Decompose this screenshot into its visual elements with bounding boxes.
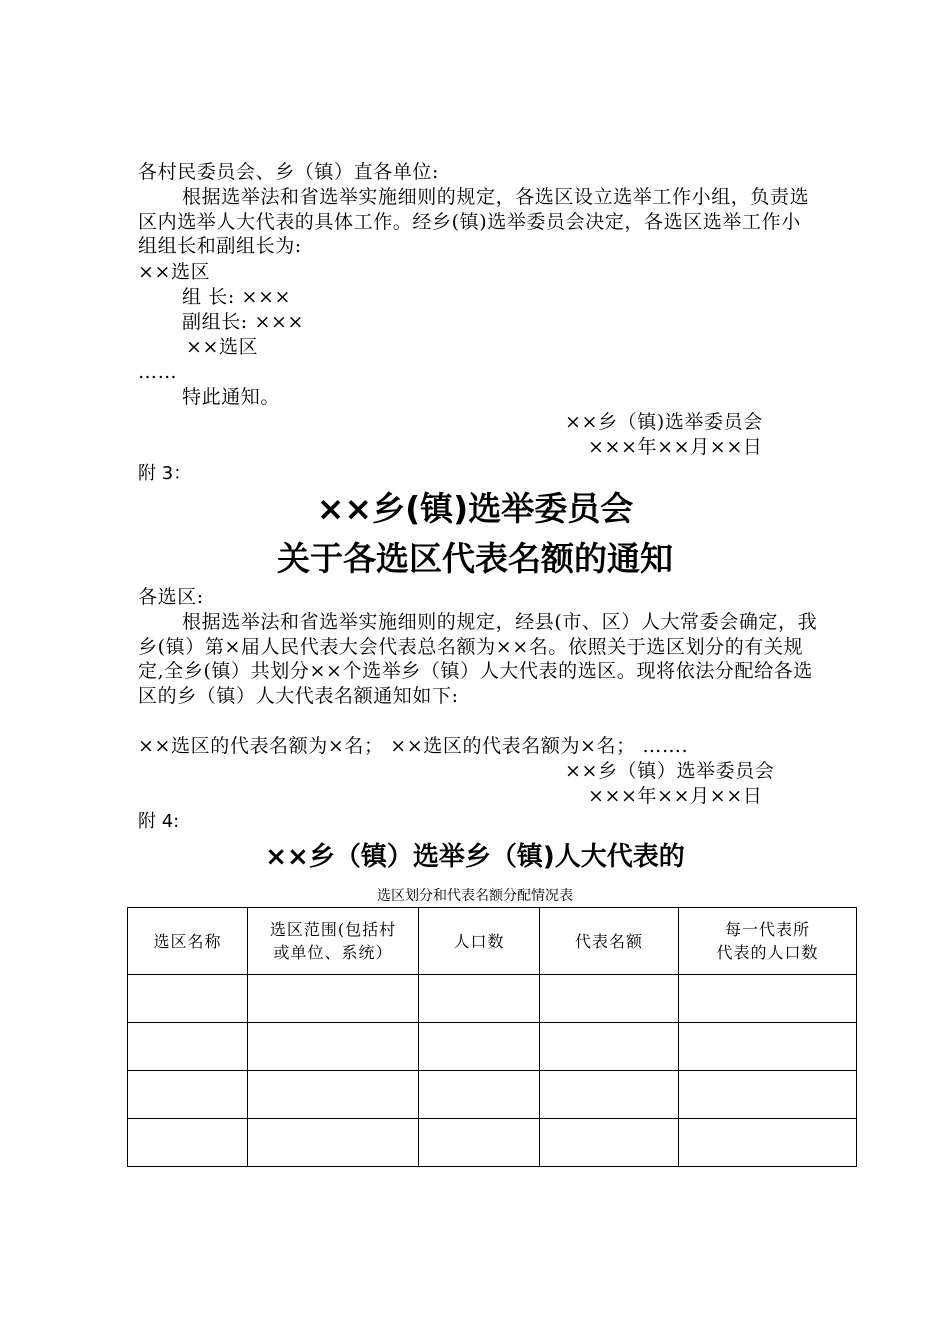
table-cell [679,1023,857,1071]
table-cell [128,1071,248,1119]
table-cell [540,1119,679,1167]
table-cell [248,1023,419,1071]
table-cell [128,1023,248,1071]
table-row [128,975,857,1023]
table-cell [679,975,857,1023]
table-cell [248,1071,419,1119]
attachment3-paragraph: 根据选举法和省选举实施细则的规定，经县(市、区）人大常委会确定，我乡(镇）第×届人民代表大会代表总名额为××名。依照关于选区划分的有关规定,全乡(镇）共划分××个选举乡（镇）人大代表的选区。现将依法分配给各选区的乡（镇）人大代表名额通知如下: [138,611,818,707]
attachment3-salutation: 各选区: [138,586,204,608]
notice1-ellipsis: …… [138,361,178,383]
notice1-sign-date: ×××年××月××日 [588,436,763,458]
table-cell [128,1119,248,1167]
attachment3-label: 附 3： [138,463,192,484]
table-row [128,1023,857,1071]
table-cell [540,1023,679,1071]
notice1-leader-line: 组 长: ××× [182,286,292,308]
table-cell [248,1119,419,1167]
notice1-closing: 特此通知。 [182,386,281,408]
table-cell [128,975,248,1023]
district-allocation-table [127,907,857,1167]
header-district-scope: 选区范围(包括村 或单位、系统） [248,908,419,975]
attachment3-title-line1: ××乡(镇)选举委员会 [316,489,634,528]
attachment3-quota-line: ××选区的代表名额为×名； ××选区的代表名额为×名； ……. [138,735,689,757]
header-population-per-rep: 每一代表所 代表的人口数 [679,908,857,975]
attachment4-title: ××乡（镇）选举乡（镇)人大代表的 [265,842,685,872]
notice1-district1: ××选区 [138,261,211,283]
attachment4-label: 附 4: [138,811,180,832]
table-cell [419,1071,540,1119]
attachment3-sign-date: ×××年××月××日 [588,785,763,807]
table-cell [540,1071,679,1119]
table-row [128,1119,857,1167]
table-cell [419,1023,540,1071]
table-header-row [128,908,857,975]
table-cell [679,1119,857,1167]
notice1-paragraph: 根据选举法和省选举实施细则的规定，各选区设立选举工作小组，负责选区内选举人大代表的具体工作。经乡(镇)选举委员会决定，各选区选举工作小组组长和副组长为: [138,186,810,257]
table-cell [419,1119,540,1167]
table-cell [540,975,679,1023]
notice1-sign-org: ××乡（镇)选举委员会 [565,411,763,433]
table-row [128,1071,857,1119]
notice1-district2: ××选区 [186,336,259,358]
table-cell [679,1071,857,1119]
notice1-salutation: 各村民委员会、乡（镇）直各单位: [138,161,440,183]
notice1-deputy-line: 副组长: ××× [182,311,305,333]
header-population: 人口数 [419,908,540,975]
attachment3-title-line2: 关于各选区代表名额的通知 [277,539,673,578]
header-district-name: 选区名称 [128,908,248,975]
table-cell [419,975,540,1023]
header-quota: 代表名额 [540,908,679,975]
table-cell [248,975,419,1023]
attachment3-sign-org: ××乡（镇）选举委员会 [565,760,775,782]
attachment4-caption: 选区划分和代表名额分配情况表 [377,888,573,904]
